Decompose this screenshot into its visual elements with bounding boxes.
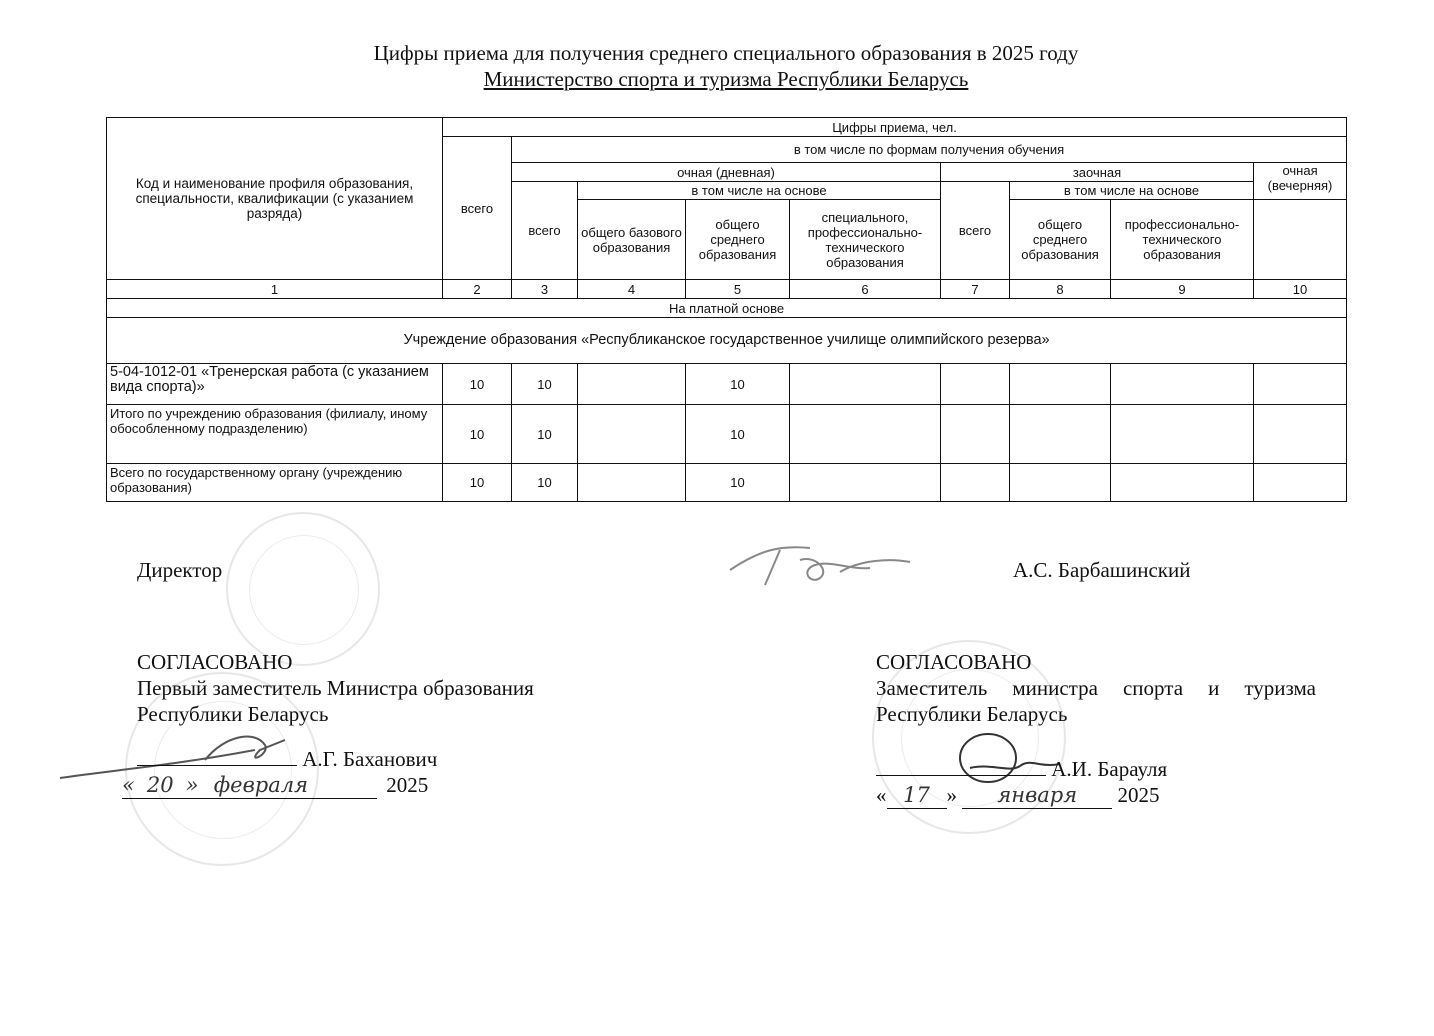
column-number: 9 [1111,280,1254,299]
right-date-month: января [962,782,1112,809]
column-number: 4 [578,280,686,299]
cell-value [941,464,1010,502]
cell-value [790,364,941,405]
admission-table [106,117,1347,502]
column-number: 1 [107,280,443,299]
table-row [107,464,1347,502]
director-title: Директор [137,558,223,582]
cell-value [941,405,1010,464]
right-date-year: 2025 [1117,783,1160,807]
cell-value [578,364,686,405]
col-header-total: всего [443,137,512,280]
cell-value [790,405,941,464]
director-name: А.С. Барбашинский [1013,558,1191,582]
cell-value: 10 [686,364,790,405]
left-approver-position: Первый заместитель Министра образования Республики Беларусь [137,676,534,726]
col-header-admission-figures: Цифры приема, чел. [443,118,1347,137]
col-header-special-vocational: специального, профессионально-технического образования [790,200,941,280]
col-header-part-time: заочная [941,163,1254,182]
institution-name: Учреждение образования «Республиканское государственное училище олимпийского резерва» [107,318,1347,364]
seal-stamp [226,512,380,666]
right-approved-label: СОГЛАСОВАНО [876,650,1032,674]
left-approver-signature-line [137,745,437,772]
cell-value [1010,364,1111,405]
row-name: 5-04-1012-01 «Тренерская работа (с указанием вида спорта)» [107,364,443,405]
col-header-vocational-technical: профессионально-технического образования [1111,200,1254,280]
left-approver-name: А.Г. Баханович [302,747,438,771]
section-paid-basis: На платной основе [107,299,1347,318]
cell-value [790,464,941,502]
col-header-part-secondary-general: общего среднего образования [1010,200,1111,280]
col-header-evening-empty [1254,200,1347,280]
document-subtitle: Министерство спорта и туризма Республики Беларусь [483,67,969,91]
cell-value [578,464,686,502]
cell-value [1111,464,1254,502]
col-header-day-on-basis: в том числе на основе [578,182,941,200]
cell-value [941,364,1010,405]
col-header-full-time-day: очная (дневная) [512,163,941,182]
right-approver-signature-line [876,755,1167,782]
col-header-full-time-evening: очная (вечерняя) [1254,163,1347,200]
cell-value [1254,464,1347,502]
right-approver-name: А.И. Барауля [1051,757,1168,781]
col-header-part-on-basis: в том числе на основе [1010,182,1254,200]
col-header-part-total: всего [941,182,1010,280]
cell-value [1254,364,1347,405]
right-date-day: 17 [887,782,947,809]
col-header-secondary-general: общего среднего образования [686,200,790,280]
column-number: 7 [941,280,1010,299]
cell-value: 10 [512,464,578,502]
col-header-by-forms: в том числе по формам получения обучения [512,137,1347,163]
column-number: 2 [443,280,512,299]
cell-value [1111,405,1254,464]
table-row [107,405,1347,464]
column-number: 5 [686,280,790,299]
cell-value [1254,405,1347,464]
document-title: Цифры приема для получения среднего специального образования в 2025 году [373,41,1079,65]
left-date-year: 2025 [386,773,429,797]
col-header-profile: Код и наименование профиля образования, специальности, квалификации (с указанием разряда) [107,118,443,280]
left-approval-date: « 20 » февраля 2025 [122,773,429,797]
row-name: Итого по учреждению образования (филиалу, иному обособленному подразделению) [107,405,443,464]
document-header [0,40,1434,92]
cell-value: 10 [686,405,790,464]
right-approval-date: « 17 » января 2025 [876,783,1160,807]
col-header-basic-general: общего базового образования [578,200,686,280]
cell-value: 10 [512,405,578,464]
column-number-row [107,280,1347,299]
table-row [107,364,1347,405]
cell-value [1010,464,1111,502]
cell-value: 10 [443,464,512,502]
col-header-day-total: всего [512,182,578,280]
left-approved-label: СОГЛАСОВАНО [137,650,293,674]
cell-value [1111,364,1254,405]
left-date-day: 20 [146,773,174,797]
row-name: Всего по государственному органу (учреждению образования) [107,464,443,502]
cell-value: 10 [512,364,578,405]
column-number: 10 [1254,280,1347,299]
right-approver-position: Заместитель министра спорта и туризма Республики Беларусь [876,676,1316,726]
director-signature [720,530,920,590]
cell-value [578,405,686,464]
cell-value: 10 [443,405,512,464]
column-number: 8 [1010,280,1111,299]
cell-value [1010,405,1111,464]
cell-value: 10 [443,364,512,405]
left-date-month: февраля [213,773,309,797]
cell-value: 10 [686,464,790,502]
column-number: 6 [790,280,941,299]
column-number: 3 [512,280,578,299]
